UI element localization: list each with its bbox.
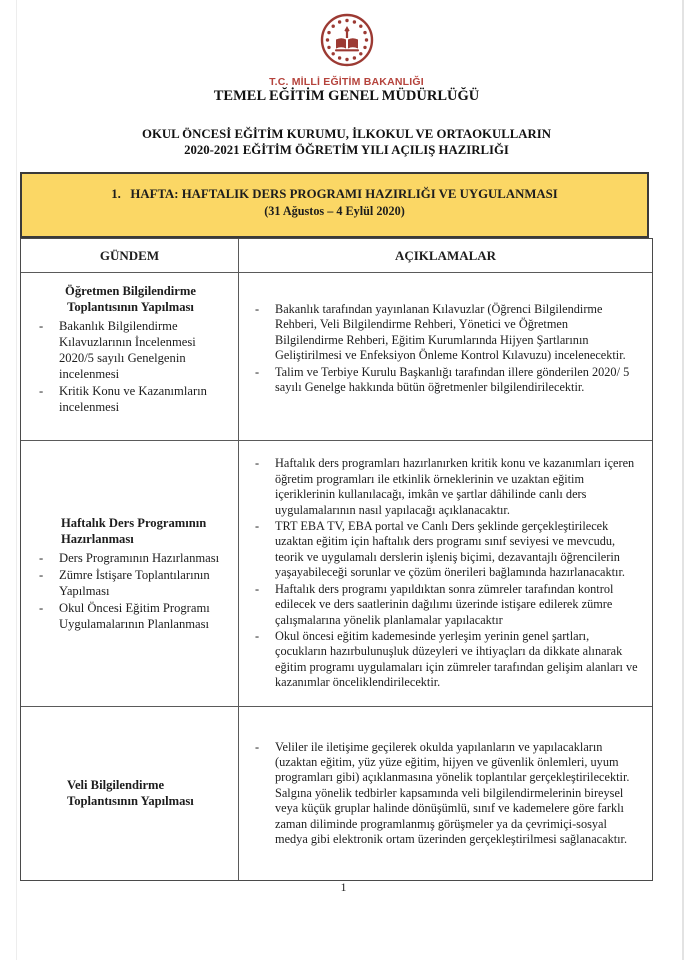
column-header-aciklamalar: AÇIKLAMALAR <box>394 248 497 263</box>
table-header-row <box>21 238 652 272</box>
table-row <box>21 706 652 880</box>
week-banner-dates: (31 Ağustos – 4 Eylül 2020) <box>264 204 405 218</box>
gundem-item: - Okul Öncesi Eğitim Programı Uygulamalarının Planlanması <box>31 600 230 632</box>
aciklama-item: - Talim ve Terbiye Kurulu Başkanlığı tarafından illere gönderilen 2020/ 5 sayılı Genelge hakkında bütün öğretmenler bilgilendirilecektir. <box>247 365 638 396</box>
scan-edge-left <box>16 0 17 960</box>
aciklama-item: - Haftalık ders programları hazırlanırken kritik konu ve kazanımları içeren öğretim programları ile etkinlik örneklerinin ve uzaktan eğitim içeriklerinin kullanılacağı, imkân ve şartlar dâhilinde canlı ders uygulamalarının nasıl yapılacağı açıklanacaktır. <box>247 456 638 518</box>
gundem-items <box>31 317 230 415</box>
document-header <box>30 0 663 158</box>
aciklama-item: - Haftalık ders programı yapıldıktan sonra zümreler tarafından kontrol edilecek ve ders saatlerinin dağılımı üzerinde istişare edilerek zümre çalışmalarına yönelik planlamalar yapılacaktır <box>247 582 638 628</box>
doc-title-line2: 2020-2021 EĞİTİM ÖĞRETİM YILI AÇILIŞ HAZIRLIĞI <box>184 143 509 157</box>
gundem-item: - Kritik Konu ve Kazanımların incelenmesi <box>31 383 230 415</box>
table-row <box>21 440 652 706</box>
aciklama-item: - Okul öncesi eğitim kademesinde yerleşim yerinin genel şartları, çocukların hazırbulunuşluk düzeyleri ve ihtiyaçları da dikkate alınarak eğitim programı uygulamaları için zümreler tarafından gelişim alanları ve kazanımlar önceliklendirilecektir. <box>247 629 638 691</box>
table-row <box>21 272 652 440</box>
gundem-item: - Bakanlık Bilgilendirme Kılavuzlarının İncelenmesi 2020/5 sayılı Genelgenin incelenmesi <box>31 318 230 382</box>
aciklamalar-cell <box>239 441 652 706</box>
aciklama-item: - Bakanlık tarafından yayınlanan Kılavuzlar (Öğrenci Bilgilendirme Rehberi, Veli Bilgilendirme Rehberi, Yönetici ve Öğretmen Bilgilendirme Rehberi, Eğitim Kurumlarında Hijyen Şartlarının Geliştirilmesi ve Enfeksiyon Önleme Kontrol Kılavuzu) incelenecektir. <box>247 302 638 364</box>
aciklama-item: - Veliler ile iletişime geçilerek okulda yapılanların ve yapılacakların (uzaktan eğitim, yüz yüze eğitim, hijyen ve güvenlik önlemleri, uyum programları gibi) açıklanmasına yönelik toplantılar gerçekleştirilecektir. Salgına yönelik tedbirler kapsamında veli bilgilendirmelerinin bireysel veya küçük gruplar halinde dönüşümlü, sınıf ve kademelere göre farklı zaman diliminde programlanmış görüşmeler ya da çevrimiçi-sosyal medya gibi elektronik ortam üzerinden gerçekleştirilmesi sağlanacaktır. <box>247 740 638 848</box>
column-header-gundem: GÜNDEM <box>21 239 239 272</box>
directorate-title: TEMEL EĞİTİM GENEL MÜDÜRLÜĞÜ <box>213 88 480 104</box>
gundem-cell <box>21 707 239 880</box>
aciklama-item: - TRT EBA TV, EBA portal ve Canlı Ders şeklinde gerçekleştirilecek uzaktan eğitim için haftalık ders programı sınıf seviyesi ve mevcudu, teorik ve uygulamalı derslerin işleniş biçimi, dezavantajlı öğrencilerin yaşayabileceği sorunlar ve çözüm önerileri bağlamında hazırlanacaktır. <box>247 519 638 581</box>
agenda-table <box>20 238 653 881</box>
gundem-title: Haftalık Ders Programının Hazırlanması <box>61 516 207 546</box>
gundem-title: Öğretmen Bilgilendirme Toplantısının Yapılması <box>65 284 196 314</box>
gundem-cell <box>21 441 239 706</box>
aciklamalar-items <box>247 455 638 691</box>
doc-title-line1: OKUL ÖNCESİ EĞİTİM KURUMU, İLKOKUL VE ORTAOKULLARIN <box>142 127 551 141</box>
week-banner-title: 1. HAFTA: HAFTALIK DERS PROGRAMI HAZIRLIĞI VE UYGULANMASI <box>111 187 558 201</box>
gundem-items <box>31 549 230 632</box>
aciklamalar-items <box>247 301 638 396</box>
gundem-item: - Ders Programının Hazırlanması <box>31 550 230 566</box>
table-body <box>21 272 652 880</box>
aciklamalar-cell <box>239 273 652 440</box>
ministry-title: T.C. MİLLİ EĞİTİM BAKANLIĞI <box>269 76 424 88</box>
gundem-item: - Zümre İstişare Toplantılarının Yapılması <box>31 567 230 599</box>
aciklamalar-cell <box>239 707 652 880</box>
gundem-title: Veli Bilgilendirme Toplantısının Yapılması <box>67 777 194 808</box>
gundem-cell <box>21 273 239 440</box>
week-banner <box>20 172 649 238</box>
aciklamalar-items <box>247 739 638 849</box>
scan-edge-right <box>682 0 684 960</box>
meb-emblem-icon <box>319 12 375 73</box>
page-number: 1 <box>340 880 347 894</box>
